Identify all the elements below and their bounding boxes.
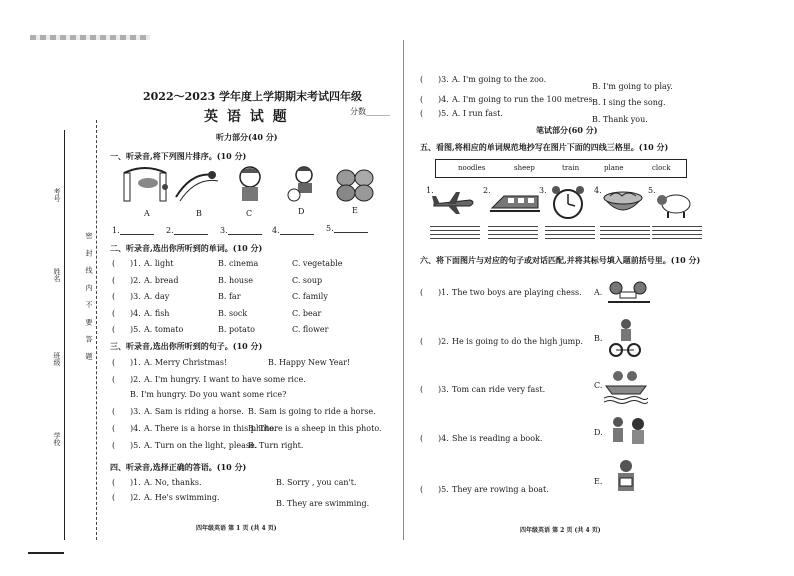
label-banji: 班级 — [53, 352, 61, 366]
s2-row-4-a: A. fish — [144, 309, 170, 318]
s2-row-1-c: C. vegetable — [292, 259, 343, 268]
chess-boys-icon — [606, 278, 652, 304]
scan-edge-mark — [28, 552, 64, 554]
s3-row-1-b: B. Happy New Year! — [268, 358, 351, 367]
s2-row-1-b: B. cinema — [218, 259, 259, 268]
alarm-clock-icon — [548, 184, 588, 220]
s2-row-5: ( — [112, 325, 116, 334]
s2-row-1-num[interactable]: )1. — [130, 259, 141, 268]
section4-title: 四、听录音,选择正确的答语。(10 分) — [110, 462, 247, 472]
s6-row-2-text: He is going to do the high jump. — [452, 337, 583, 346]
s5-num-5: 5. — [648, 186, 656, 195]
s4-row-1: ( — [112, 478, 116, 487]
s6-row-3-letter: C. — [594, 381, 603, 390]
s3-row-2-a: A. I'm hungry. I want to have some rice. — [144, 375, 306, 384]
s2-row-3-b: B. far — [218, 292, 241, 301]
s5-num-1: 1. — [426, 186, 434, 195]
s3-row-2: ( — [112, 375, 116, 384]
s3-row-1: ( — [112, 358, 116, 367]
train-icon — [490, 192, 540, 214]
section2-title: 二、听录音,选出你所听到的单词。(10 分) — [110, 243, 263, 253]
s2-row-4: ( — [112, 309, 116, 318]
s4-row-2-a: A. He's swimming. — [144, 493, 220, 502]
word-noodles: noodles — [458, 164, 486, 172]
s3-row-2-num[interactable]: )2. — [130, 375, 141, 384]
s3-row-5-num[interactable]: )5. — [130, 441, 141, 450]
s2-row-3-a: A. day — [144, 292, 170, 301]
s2-row-5-num[interactable]: )5. — [130, 325, 141, 334]
s4-row-2-b: B. They are swimming. — [276, 499, 370, 508]
s3-row-4: ( — [112, 424, 116, 433]
s3-row-3-b: B. Sam is going to ride a horse. — [248, 407, 376, 416]
word-plane: plane — [604, 164, 624, 172]
writing-grid-1[interactable] — [430, 226, 480, 242]
s1-letter-e: E — [352, 206, 358, 215]
written-header: 笔试部分(60 分) — [536, 125, 598, 135]
s6-row-1-text: The two boys are playing chess. — [452, 288, 582, 297]
s5-num-4: 4. — [594, 186, 602, 195]
picture-c-girl-icon — [230, 163, 270, 205]
s6-row-3-num[interactable]: )3. — [438, 385, 449, 394]
s4-row-3-b: B. I'm going to play. — [592, 82, 673, 91]
section5-title: 五、看图,将相应的单词规范地抄写在图片下面的四线三格里。(10 分) — [420, 142, 669, 152]
s6-row-3: ( — [420, 385, 424, 394]
s6-row-5-num[interactable]: )5. — [438, 485, 449, 494]
high-jump-icon — [606, 414, 650, 450]
s2-row-3-num[interactable]: )3. — [130, 292, 141, 301]
s3-row-5-a: A. Turn on the light, please. — [144, 441, 258, 450]
s6-row-2: ( — [420, 337, 424, 346]
s1-answer-1: 1. — [112, 226, 154, 235]
page-divider — [403, 40, 404, 540]
s4-row-1-b: B. Sorry , you can't. — [276, 478, 357, 487]
s1-letter-b: B — [196, 209, 202, 218]
s4-row-4-b: B. I sing the song. — [592, 98, 666, 107]
s6-row-5: ( — [420, 485, 424, 494]
s2-row-5-c: C. flower — [292, 325, 329, 334]
s3-row-4-b: B. There is a sheep in this photo. — [248, 424, 382, 433]
s2-row-4-num[interactable]: )4. — [130, 309, 141, 318]
s4-row-2: ( — [112, 493, 116, 502]
s2-row-5-a: A. tomato — [144, 325, 184, 334]
s2-row-3: ( — [112, 292, 116, 301]
s3-row-4-num[interactable]: )4. — [130, 424, 141, 433]
s6-row-4: ( — [420, 434, 424, 443]
s3-row-4-a: A. There is a horse in this photo. — [144, 424, 277, 433]
writing-grid-2[interactable] — [488, 226, 538, 242]
s4-row-2-num[interactable]: )2. — [130, 493, 141, 502]
s6-row-1-letter: A. — [594, 288, 603, 297]
s2-row-1: ( — [112, 259, 116, 268]
s6-row-1: ( — [420, 288, 424, 297]
girl-reading-icon — [612, 458, 640, 498]
left-page-footer: 四年级英语 第 1 页 (共 4 页) — [196, 525, 277, 532]
seal-note: 密 封 线 内 不 要 答 题 — [85, 232, 93, 364]
s6-row-2-num[interactable]: )2. — [438, 337, 449, 346]
s2-row-2-b: B. house — [218, 276, 253, 285]
s6-row-5-letter: E. — [594, 477, 603, 486]
label-kaohao: 考号 — [53, 188, 61, 202]
s5-num-2: 2. — [483, 186, 491, 195]
exam-title: 2022～2023 学年度上学期期末考试四年级 — [143, 90, 363, 103]
s6-row-4-letter: D. — [594, 428, 603, 437]
noodles-bowl-icon — [602, 186, 644, 218]
writing-grid-5[interactable] — [652, 226, 702, 242]
s6-row-4-num[interactable]: )4. — [438, 434, 449, 443]
rowing-boat-icon — [604, 368, 648, 404]
s6-row-1-num[interactable]: )1. — [438, 288, 449, 297]
s3-row-3-num[interactable]: )3. — [130, 407, 141, 416]
s4-row-3: ( — [420, 75, 424, 84]
label-xingming: 姓名 — [53, 268, 61, 282]
s2-row-4-b: B. sock — [218, 309, 248, 318]
s6-row-5-text: They are rowing a boat. — [452, 485, 549, 494]
s4-row-5-b: B. Thank you. — [592, 115, 648, 124]
s2-row-2-a: A. bread — [144, 276, 179, 285]
s4-row-5-a: A. I run fast. — [452, 109, 503, 118]
scan-edge-strip — [30, 35, 150, 40]
binding-outer-line — [64, 130, 65, 540]
word-train: train — [562, 164, 580, 172]
section1-title: 一、听录音,将下列图片排序。(10 分) — [110, 151, 247, 161]
right-page-footer: 四年级英语 第 2 页 (共 4 页) — [520, 527, 601, 534]
s2-row-2-c: C. soup — [292, 276, 323, 285]
s4-row-5: ( — [420, 109, 424, 118]
s6-row-4-text: She is reading a book. — [452, 434, 543, 443]
s3-row-1-a: A. Merry Christmas! — [144, 358, 228, 367]
listening-header: 听力部分(40 分) — [216, 132, 278, 142]
writing-grid-3[interactable] — [545, 226, 595, 242]
s2-row-5-b: B. potato — [218, 325, 255, 334]
picture-a-zoo-icon — [120, 165, 180, 205]
s4-row-1-a: A. No, thanks. — [144, 478, 202, 487]
s1-letter-a: A — [144, 209, 150, 218]
s4-row-4-num[interactable]: )4. — [438, 95, 449, 104]
binding-seal-line — [96, 120, 97, 540]
s1-letter-c: C — [246, 209, 253, 218]
s4-row-4-a: A. I'm going to run the 100 metres. — [452, 95, 596, 104]
picture-b-slide-icon — [172, 167, 224, 205]
s2-row-2-num[interactable]: )2. — [130, 276, 141, 285]
score-field: 分数______ — [350, 107, 390, 116]
s1-answer-4: 4. — [272, 226, 314, 235]
s4-row-4: ( — [420, 95, 424, 104]
label-xuexiao: 学校 — [53, 432, 61, 446]
s1-letter-d: D — [298, 207, 305, 216]
s2-row-3-c: C. family — [292, 292, 328, 301]
s3-row-5: ( — [112, 441, 116, 450]
s5-num-3: 3. — [539, 186, 547, 195]
s4-row-1-num[interactable]: )1. — [130, 478, 141, 487]
s1-answer-3: 3. — [220, 226, 262, 235]
s6-row-3-text: Tom can ride very fast. — [452, 385, 546, 394]
sheep-icon — [656, 190, 696, 220]
exam-subject: 英 语 试 题 — [204, 109, 289, 125]
s4-row-3-num[interactable]: )3. — [438, 75, 449, 84]
s3-row-3-a: A. Sam is riding a horse. — [144, 407, 244, 416]
s6-row-2-letter: B. — [594, 334, 603, 343]
s3-row-5-b: B. Turn right. — [248, 441, 304, 450]
word-sheep: sheep — [514, 164, 535, 172]
s3-row-3: ( — [112, 407, 116, 416]
word-bank-box — [435, 159, 687, 178]
boy-bicycle-icon — [608, 318, 642, 358]
word-clock: clock — [652, 164, 671, 172]
s1-answer-2: 2. — [166, 226, 208, 235]
s2-row-2: ( — [112, 276, 116, 285]
writing-grid-4[interactable] — [600, 226, 650, 242]
picture-e-eggs-icon — [334, 166, 376, 202]
s2-row-4-c: C. bear — [292, 309, 322, 318]
s4-row-3-a: A. I'm going to the zoo. — [452, 75, 547, 84]
section3-title: 三、听录音,选出你所听到的句子。(10 分) — [110, 341, 263, 351]
section6-title: 六、将下面图片与对应的句子或对话匹配,并将其标号填入题前括号里。(10 分) — [420, 255, 701, 265]
s3-row-1-num[interactable]: )1. — [130, 358, 141, 367]
picture-d-boy-ball-icon — [284, 163, 324, 203]
s1-answer-5: 5. — [326, 224, 368, 233]
s2-row-1-a: A. light — [144, 259, 174, 268]
plane-icon — [432, 190, 476, 216]
s3-row-2-b: B. I'm hungry. Do you want some rice? — [130, 390, 287, 399]
s4-row-5-num[interactable]: )5. — [438, 109, 449, 118]
